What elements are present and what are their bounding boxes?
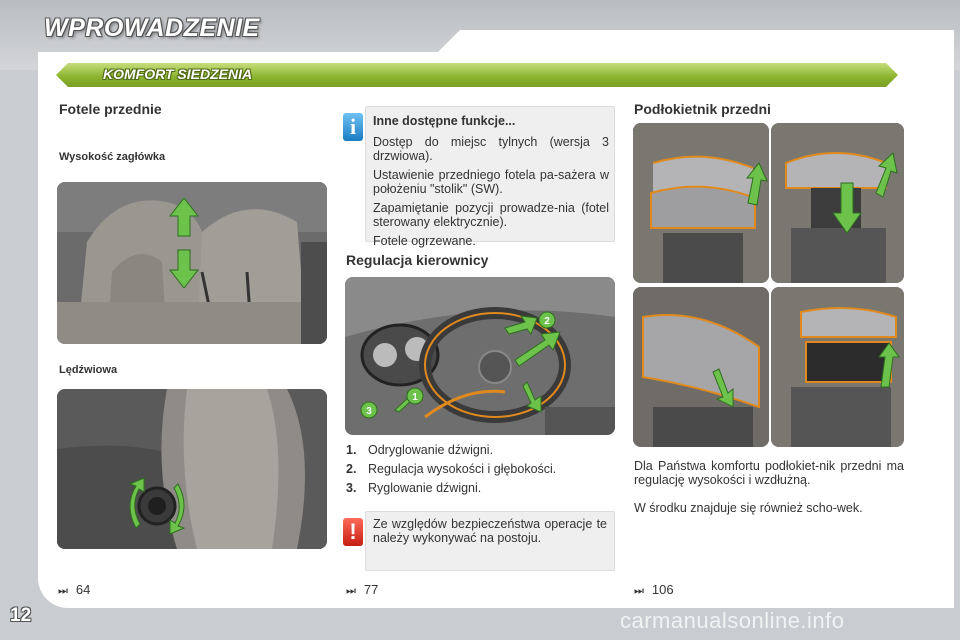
lumbar-photo [57,389,327,549]
svg-text:2: 2 [544,316,550,327]
armrest-description: Dla Państwa komfortu podłokiet-nik przedni ma regulację wysokości i wzdłużną. [634,459,904,487]
reference-link-77[interactable] [346,582,378,598]
armrest-photo-3 [633,287,769,447]
watermark: carmanualsonline.info [620,608,845,633]
page-title: WPROWADZENIE [44,14,260,42]
armrest-photo-4 [771,287,904,447]
reference-link-64[interactable] [58,582,90,598]
info-box-title: Inne dostępne funkcje... [373,114,516,128]
next-page-icon: ⏭ [58,585,68,597]
page-number: 12 [10,605,32,626]
section-title: KOMFORT SIEDZENIA [103,66,253,82]
info-item: Fotele ogrzewane. [373,234,476,248]
steering-heading: Regulacja kierownicy [346,252,489,268]
lumbar-label: Lędźwiowa [59,364,118,376]
next-page-icon: ⏭ [634,585,644,597]
info-icon: i [343,113,363,141]
info-box [365,106,615,248]
reference-page-number: 77 [363,582,379,597]
info-item: Dostęp do miejsc tylnych (wersja 3 drzwiowa). [373,135,609,163]
rotate-arrows-icon [122,478,192,534]
armrest-photo-1 [633,123,769,283]
steering-step-markers [355,300,570,420]
info-item: Ustawienie przedniego fotela pa-sażera w położeniu "stolik" (SW). [373,168,609,196]
list-item: 1. Odryglowanie dźwigni. [346,443,494,457]
svg-text:3: 3 [366,406,372,417]
reference-link-106[interactable] [634,582,674,598]
next-page-icon: ⏭ [346,585,356,597]
steering-steps [346,443,614,500]
headrest-height-label: Wysokość zagłówka [59,151,166,163]
armrest-storage-note: W środku znajduje się również scho-wek. [634,501,863,515]
list-item: 3. Ryglowanie dźwigni. [346,481,482,495]
front-seats-heading: Fotele przednie [59,101,162,117]
svg-text:1: 1 [412,392,418,403]
armrest-photo-2 [771,123,904,283]
reference-page-number: 106 [651,582,674,597]
armrest-heading: Podłokietnik przedni [634,101,771,117]
info-item: Zapamiętanie pozycji prowadze-nia (fotel sterowany elektrycznie). [373,201,609,229]
warning-box: Ze względów bezpieczeństwa operacje te należy wykonywać na postoju. [365,511,615,571]
list-item: 2. Regulacja wysokości i głębokości. [346,462,557,476]
warning-icon: ! [343,518,363,546]
reference-page-number: 64 [75,582,91,597]
up-down-arrow-icon [168,198,200,288]
